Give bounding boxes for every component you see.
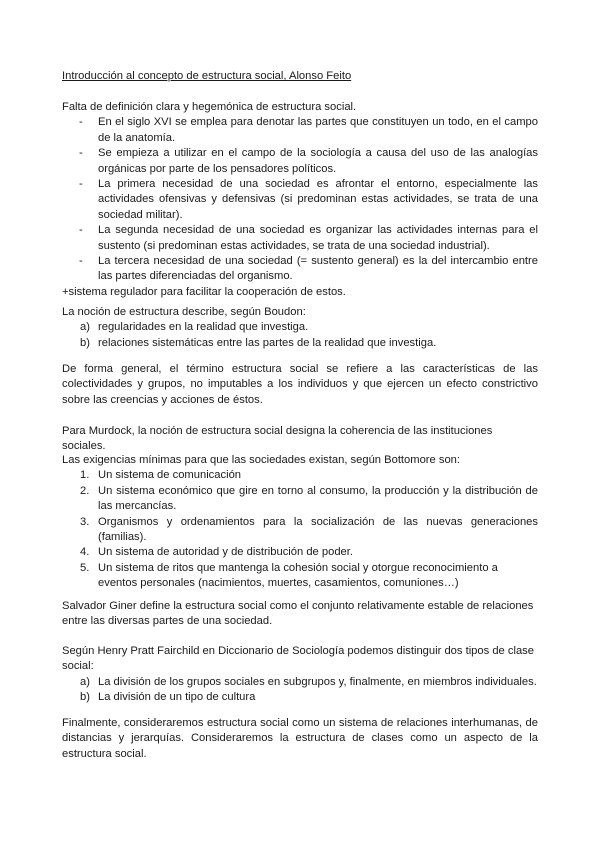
intro-heading: Falta de definición clara y hegemónica de estructura social. <box>62 101 357 113</box>
list-item <box>62 468 538 483</box>
bottomore-intro: Las exigencias mínimas para que las sociedades existan, según Bottomore son: <box>62 454 461 466</box>
document-title: Introducción al concepto de estructura social, Alonso Feito <box>62 70 352 82</box>
list-item: - La primera necesidad de una sociedad es afrontar el entorno, especialmente las actividades ofensivas y defensivas (si predominan estas actividades, se trata de una sociedad militar). <box>62 177 538 223</box>
list-marker: b) <box>80 691 90 704</box>
intro-extra-note: +sistema regulador para facilitar la cooperación de estos. <box>62 285 346 298</box>
list-item: - La tercera necesidad de una sociedad (= sustento general) es la del intercambio entre las partes diferenciadas del organismo. <box>62 254 538 285</box>
list-item <box>62 545 538 560</box>
list-item-text: La división de un tipo de cultura <box>98 691 256 704</box>
list-item <box>62 690 538 705</box>
list-item: - En el siglo XVI se emplea para denotar las partes que constituyen un todo, en el campo de la anatomía. <box>62 115 538 146</box>
list-marker: 4. <box>80 546 90 559</box>
list-marker: a) <box>80 675 90 688</box>
list-item-text: Un sistema económico que gire en torno al consumo, la producción y la distribución de las mercancías. <box>98 484 538 513</box>
list-item-text: Un sistema de ritos que mantenga la cohesión social y otorgue reconocimiento a eventos personales (nacimientos, muertes, casamientos, comuniones…) <box>98 561 498 590</box>
final-paragraph: Finalmente, consideraremos estructura social como un sistema de relaciones interhumanas, de distancias y jerarquías. Consideraremos la estructura de clases como un aspecto de la estructura social. <box>62 717 538 760</box>
list-item-text: relaciones sistemáticas entre las partes de la realidad que investiga. <box>98 336 437 349</box>
list-item <box>62 320 538 335</box>
bottomore-section <box>62 453 538 592</box>
murdock-paragraph: Para Murdock, la noción de estructura social designa la coherencia de las instituciones sociales. <box>62 425 493 453</box>
intro-dash-list <box>62 115 538 284</box>
intro-section <box>62 100 538 300</box>
boudon-intro: La noción de estructura describe, según Boudon: <box>62 306 306 318</box>
list-item-text: Un sistema de comunicación <box>98 469 242 482</box>
boudon-list <box>62 320 538 351</box>
boudon-section <box>62 305 538 351</box>
list-item-text: La división de los grupos sociales en subgrupos y, finalmente, en miembros individuales. <box>98 675 537 688</box>
list-marker: 2. <box>80 484 90 497</box>
bottomore-list <box>62 468 538 591</box>
general-paragraph: De forma general, el término estructura social se refiere a las características de las colectividades y grupos, no imputables a los individuos y que ejercen un efecto constrictivo sobre las creencias y acciones de éstos. <box>62 363 538 406</box>
list-item <box>62 515 538 546</box>
giner-paragraph: Salvador Giner define la estructura social como el conjunto relativamente estable de relaciones entre las diversas partes de una sociedad. <box>62 600 534 628</box>
fairchild-list <box>62 675 538 706</box>
list-item: - La segunda necesidad de una sociedad es organizar las actividades internas para el sustento (si predominan estas actividades, se trata de una sociedad industrial). <box>62 223 538 254</box>
list-item <box>62 484 538 515</box>
list-item <box>62 336 538 351</box>
fairchild-section <box>62 644 538 706</box>
fairchild-intro: Según Henry Pratt Fairchild en Diccionario de Sociología podemos distinguir dos tipos de clase social: <box>62 645 534 673</box>
list-marker: b) <box>80 336 90 349</box>
list-marker: 5. <box>80 561 90 574</box>
list-marker: a) <box>80 321 90 334</box>
list-item-text: regularidades en la realidad que investiga. <box>98 321 309 334</box>
list-item <box>62 561 538 592</box>
list-item: - Se empieza a utilizar en el campo de la sociología a causa del uso de las analogías orgánicas por parte de los pensadores políticos. <box>62 146 538 177</box>
list-item-text: Organismos y ordenamientos para la socialización de las nuevas generaciones (familias). <box>98 515 538 544</box>
list-item <box>62 675 538 690</box>
list-marker: 3. <box>80 515 90 528</box>
list-marker: 1. <box>80 469 90 482</box>
list-item-text: Un sistema de autoridad y de distribución de poder. <box>98 546 353 559</box>
